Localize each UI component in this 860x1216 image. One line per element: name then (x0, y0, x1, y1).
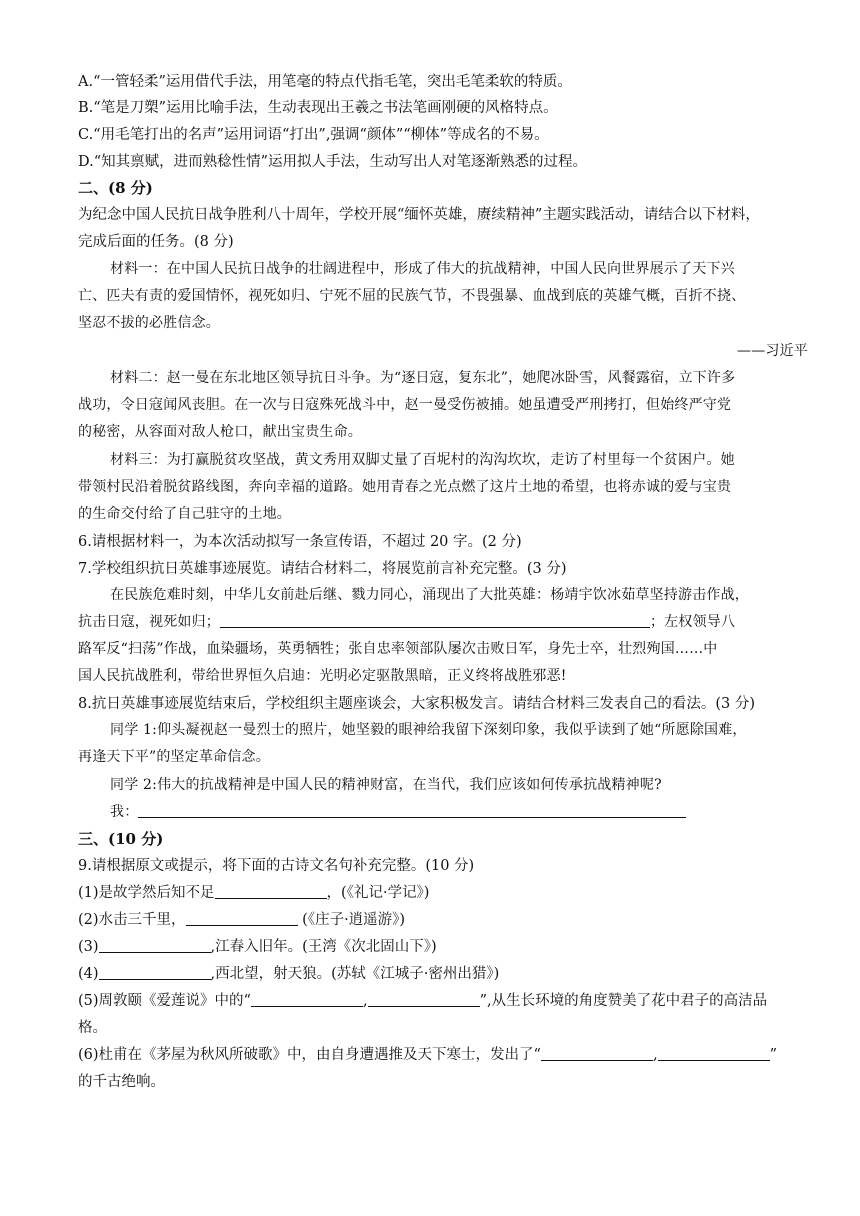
q9-item-2-text: (2)水击三千里， (78, 912, 186, 928)
material-3-line-3: 的生命交付给了自己驻守的土地。 (78, 506, 291, 522)
q9-item-6-close-quote: ” (769, 1047, 777, 1063)
question-8: 8.抗日英雄事迹展览结束后，学校组织主题座谈会，大家积极发言。请结合材料三发表自己的看法。(3 分) (78, 696, 755, 712)
q9-item-2 (78, 908, 405, 929)
material-1-source: ——习近平 (737, 343, 808, 359)
question-6: 6.请根据材料一，为本次活动拟写一条宣传语，不超过 20 字。(2 分) (78, 534, 522, 550)
material-1-line-3: 坚忍不拔的必胜信念。 (78, 315, 220, 331)
section-2-intro-line-2: 完成后面的任务。(8 分) (78, 234, 234, 250)
q9-item-1-source: ，(《礼记·学记》) (326, 885, 430, 901)
q9-item-6-continued: 的千古绝响。 (78, 1074, 165, 1090)
q7-preface-line-1: 在民族危难时刻，中华儿女前赴后继、戮力同心，涌现出了大批英雄：杨靖宇饮冰茹草坚持游击作战， (110, 587, 749, 603)
option-c: C.“用毛笔打出的名声”运用词语“打出”,强调“颜体”“柳体”等成名的不易。 (78, 127, 549, 143)
question-9: 9.请根据原文或提示，将下面的古诗文名句补充完整。(10 分) (78, 858, 475, 874)
option-d: D.“知其禀赋，进而熟稔性情”运用拟人手法，生动写出人对笔逐渐熟悉的过程。 (78, 154, 588, 170)
q8-my-answer-line (110, 801, 686, 821)
material-2-line-2: 战功，令日寇闻风丧胆。在一次与日寇殊死战斗中，赵一曼受伤被捕。她虽遭受严刑拷打，但始终严守党 (78, 397, 732, 413)
q9-item-6 (78, 1043, 777, 1064)
q9-item-1-blank[interactable] (215, 884, 327, 899)
material-3-line-1: 材料三：为打赢脱贫攻坚战，黄文秀用双脚丈量了百坭村的沟沟坎坎，走访了村里每一个贫困户。她 (110, 452, 735, 468)
q8-student-1-line-2: 再逢天下平”的坚定革命信念。 (78, 749, 270, 765)
option-a: A.“一管轻柔”运用借代手法，用笔毫的特点代指毛笔，突出毛笔柔软的特质。 (78, 74, 572, 90)
q9-item-1 (78, 881, 429, 902)
material-2-line-1: 材料二：赵一曼在东北地区领导抗日斗争。为“逐日寇，复东北”，她爬冰卧雪，风餐露宿，立下许多 (110, 370, 736, 386)
section-3-heading: 三、(10 分) (78, 830, 164, 848)
section-2-intro-line-1: 为纪念中国人民抗日战争胜利八十周年，学校开展“缅怀英雄，赓续精神”主题实践活动，请结合以下材料， (78, 207, 760, 223)
q9-item-6-text-a: (6)杜甫在《茅屋为秋风所破歌》中，由自身遭遇推及天下寒士，发出了“ (78, 1047, 541, 1063)
q9-item-3-number: (3) (78, 939, 99, 955)
q9-item-6-blank-1[interactable] (541, 1046, 653, 1061)
q9-item-4 (78, 962, 499, 983)
q9-item-3-text: ,江春入旧年。(王湾《次北固山下》) (210, 939, 437, 955)
q9-item-4-number: (4) (78, 966, 99, 982)
q9-item-5-blank-2[interactable] (368, 992, 480, 1007)
q8-student-1-line-1: 同学 1:仰头凝视赵一曼烈士的照片，她坚毅的眼神给我留下深刻印象，我似乎读到了她“所愿除国难， (110, 722, 747, 738)
q7-preface-line-4: 国人民抗战胜利，带给世界恒久启迪：光明必定驱散黑暗，正义终将战胜邪恶! (78, 668, 567, 684)
q9-item-5-blank-1[interactable] (251, 992, 363, 1007)
q7-preface-text-b: ；左权领导八 (650, 614, 736, 630)
q7-preface-text-a: 抗击日寇，视死如归； (78, 614, 220, 630)
q9-item-6-blank-2[interactable] (658, 1046, 770, 1061)
q9-item-2-source: (《庄子·逍遥游》) (297, 912, 406, 928)
q8-student-2: 同学 2:伟大的抗战精神是中国人民的精神财富，在当代，我们应该如何传承抗战精神呢? (110, 777, 662, 793)
q9-item-4-text: ,西北望，射天狼。(苏轼《江城子·密州出猎》) (210, 966, 500, 982)
q9-item-1-text: (1)是故学然后知不足 (78, 885, 215, 901)
q7-answer-blank[interactable] (220, 613, 650, 628)
section-2-heading: 二、(8 分) (78, 179, 153, 197)
material-1-line-1: 材料一：在中国人民抗日战争的壮阔进程中，形成了伟大的抗战精神，中国人民向世界展示了天下兴 (110, 261, 735, 277)
q8-answer-blank[interactable] (138, 803, 686, 818)
material-1-line-2: 亡、匹夫有责的爱国情怀，视死如归、宁死不屈的民族气节，不畏强暴、血战到底的英雄气概，百折不挠、 (78, 288, 746, 304)
q9-item-6-comma: , (652, 1047, 658, 1063)
q7-preface-line-2 (78, 611, 735, 631)
material-3-line-2: 带领村民沿着脱贫路线图，奔向幸福的道路。她用青春之光点燃了这片土地的希望，也将赤诚的爱与宝贵 (78, 479, 732, 495)
q9-item-5 (78, 989, 767, 1010)
material-2-line-3: 的秘密，从容面对敌人枪口，献出宝贵生命。 (78, 424, 362, 440)
q9-item-5-comma: , (362, 993, 368, 1009)
q9-item-5-text-a: (5)周敦颐《爱莲说》中的“ (78, 993, 251, 1009)
q9-item-5-continued: 格。 (78, 1020, 107, 1036)
q9-item-3-blank[interactable] (99, 938, 211, 953)
question-7: 7.学校组织抗日英雄事迹展览。请结合材料二，将展览前言补充完整。(3 分) (78, 561, 567, 577)
q9-item-5-text-c: ”,从生长环境的角度赞美了花中君子的高洁品 (479, 993, 768, 1009)
q9-item-3 (78, 935, 437, 956)
q9-item-2-blank[interactable] (186, 911, 298, 926)
option-b: B.“笔是刀槊”运用比喻手法，生动表现出王羲之书法笔画刚硬的风格特点。 (78, 100, 558, 116)
q9-item-4-blank[interactable] (99, 965, 211, 980)
q8-me-label: 我： (110, 804, 139, 820)
q7-preface-line-3: 路军反“扫荡”作战，血染疆场，英勇牺牲；张自忠率领部队屡次击败日军，身先士卒，壮烈殉国……中 (78, 641, 718, 657)
